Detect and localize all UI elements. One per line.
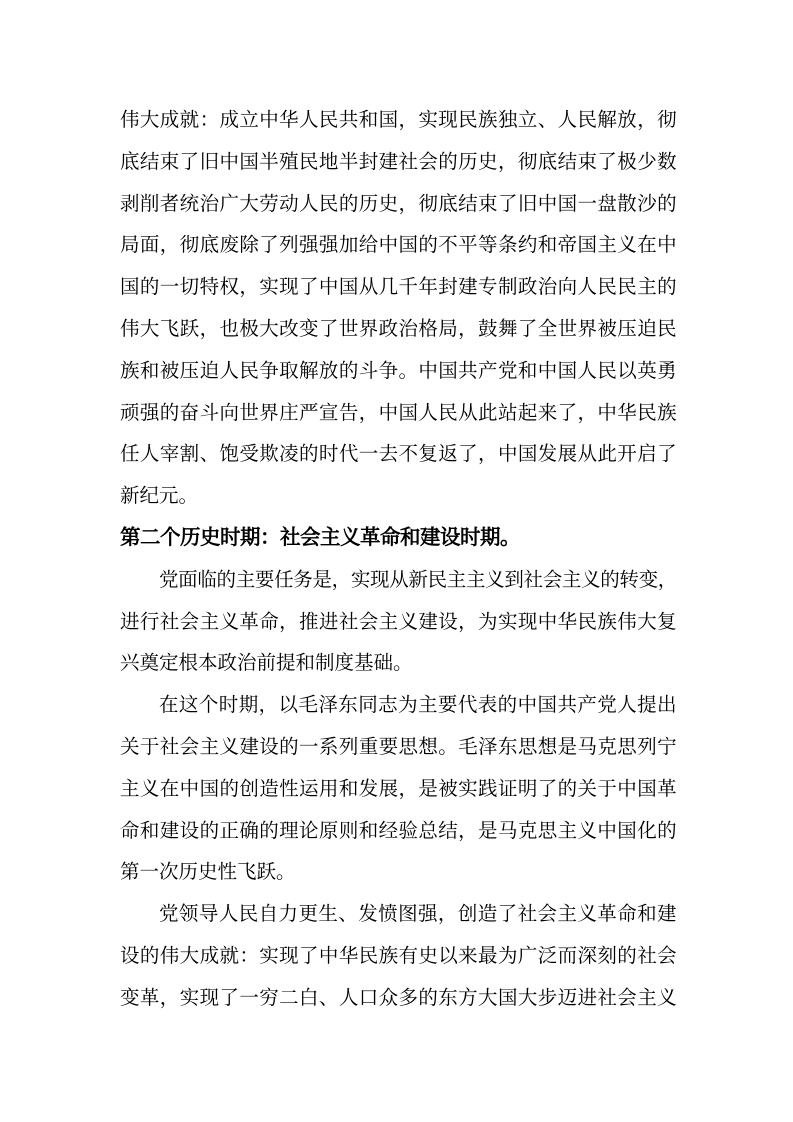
text-run: 局面，彻底废除了列强强加给中国的不平等条约和帝国主义在中 [120,233,677,257]
text-run: 设的伟大成就：实现了中华民族有史以来最为广泛而深刻的社会 [120,943,677,967]
text-run: 变革，实现了一穷二白、人口众多的东方大国大步迈进社会主义 [120,985,677,1009]
text-run: 任人宰割、饱受欺凌的时代一去不复返了，中国发展从此开启了 [120,442,677,466]
paragraph-line [120,601,677,643]
text-run: 关于社会主义建设的一系列重要思想。毛泽东思想是马克思列宁 [120,734,677,758]
paragraph-line [120,768,677,810]
document-content [120,99,677,1019]
paragraph-line [120,810,677,852]
paragraph-line [120,99,677,141]
text-run: 底结束了旧中国半殖民地半封建社会的历史，彻底结束了极少数 [120,149,677,173]
paragraph-line [120,559,677,601]
text-run: 进行社会主义革命，推进社会主义建设，为实现中华民族伟大复 [120,609,677,633]
text-run: 第一次历史性飞跃。 [120,860,296,884]
paragraph-line [120,935,677,977]
text-run: 兴奠定根本政治前提和制度基础。 [120,651,413,675]
text-run: 伟大飞跃，也极大改变了世界政治格局，鼓舞了全世界被压迫民 [120,316,677,340]
text-run: 命和建设的正确的理论原则和经验总结，是马克思主义中国化的 [120,818,677,842]
paragraph-line [120,141,677,183]
paragraph-line [120,308,677,350]
paragraph-line [120,642,677,684]
text-run: 新纪元。 [120,484,199,508]
text-run: 剥削者统治广大劳动人民的历史，彻底结束了旧中国一盘散沙的 [120,191,677,215]
text-run: 伟大成就：成立中华人民共和国，实现民族独立、人民解放，彻 [120,108,677,131]
paragraph-line [120,392,677,434]
text-run: 党领导人民自力更生、发愤图强，创造了社会主义革命和建 [159,902,677,926]
paragraph-line [120,684,677,726]
text-run: 党面临的主要任务是，实现从新民主主义到社会主义的转变， [159,567,677,591]
paragraph-line [120,433,677,475]
paragraph-line [120,350,677,392]
paragraph-line [120,224,677,266]
paragraph-line [120,183,677,225]
paragraph-line [120,266,677,308]
paragraph-line [120,475,677,517]
text-run: 主义在中国的创造性运用和发展，是被实践证明了的关于中国革 [120,776,677,800]
text-run: 顽强的奋斗向世界庄严宣告，中国人民从此站起来了，中华民族 [120,400,677,424]
text-run: 国的一切特权，实现了中国从几千年封建专制政治向人民民主的 [120,275,677,299]
paragraph-line [120,851,677,893]
text-run: 族和被压迫人民争取解放的斗争。中国共产党和中国人民以英勇 [120,358,677,382]
section-heading: 第二个历史时期：社会主义革命和建设时期。 [120,524,520,549]
paragraph-line [120,893,677,935]
paragraph-line [120,977,677,1019]
text-run: 在这个时期，以毛泽东同志为主要代表的中国共产党人提出 [159,693,677,717]
paragraph-line [120,726,677,768]
